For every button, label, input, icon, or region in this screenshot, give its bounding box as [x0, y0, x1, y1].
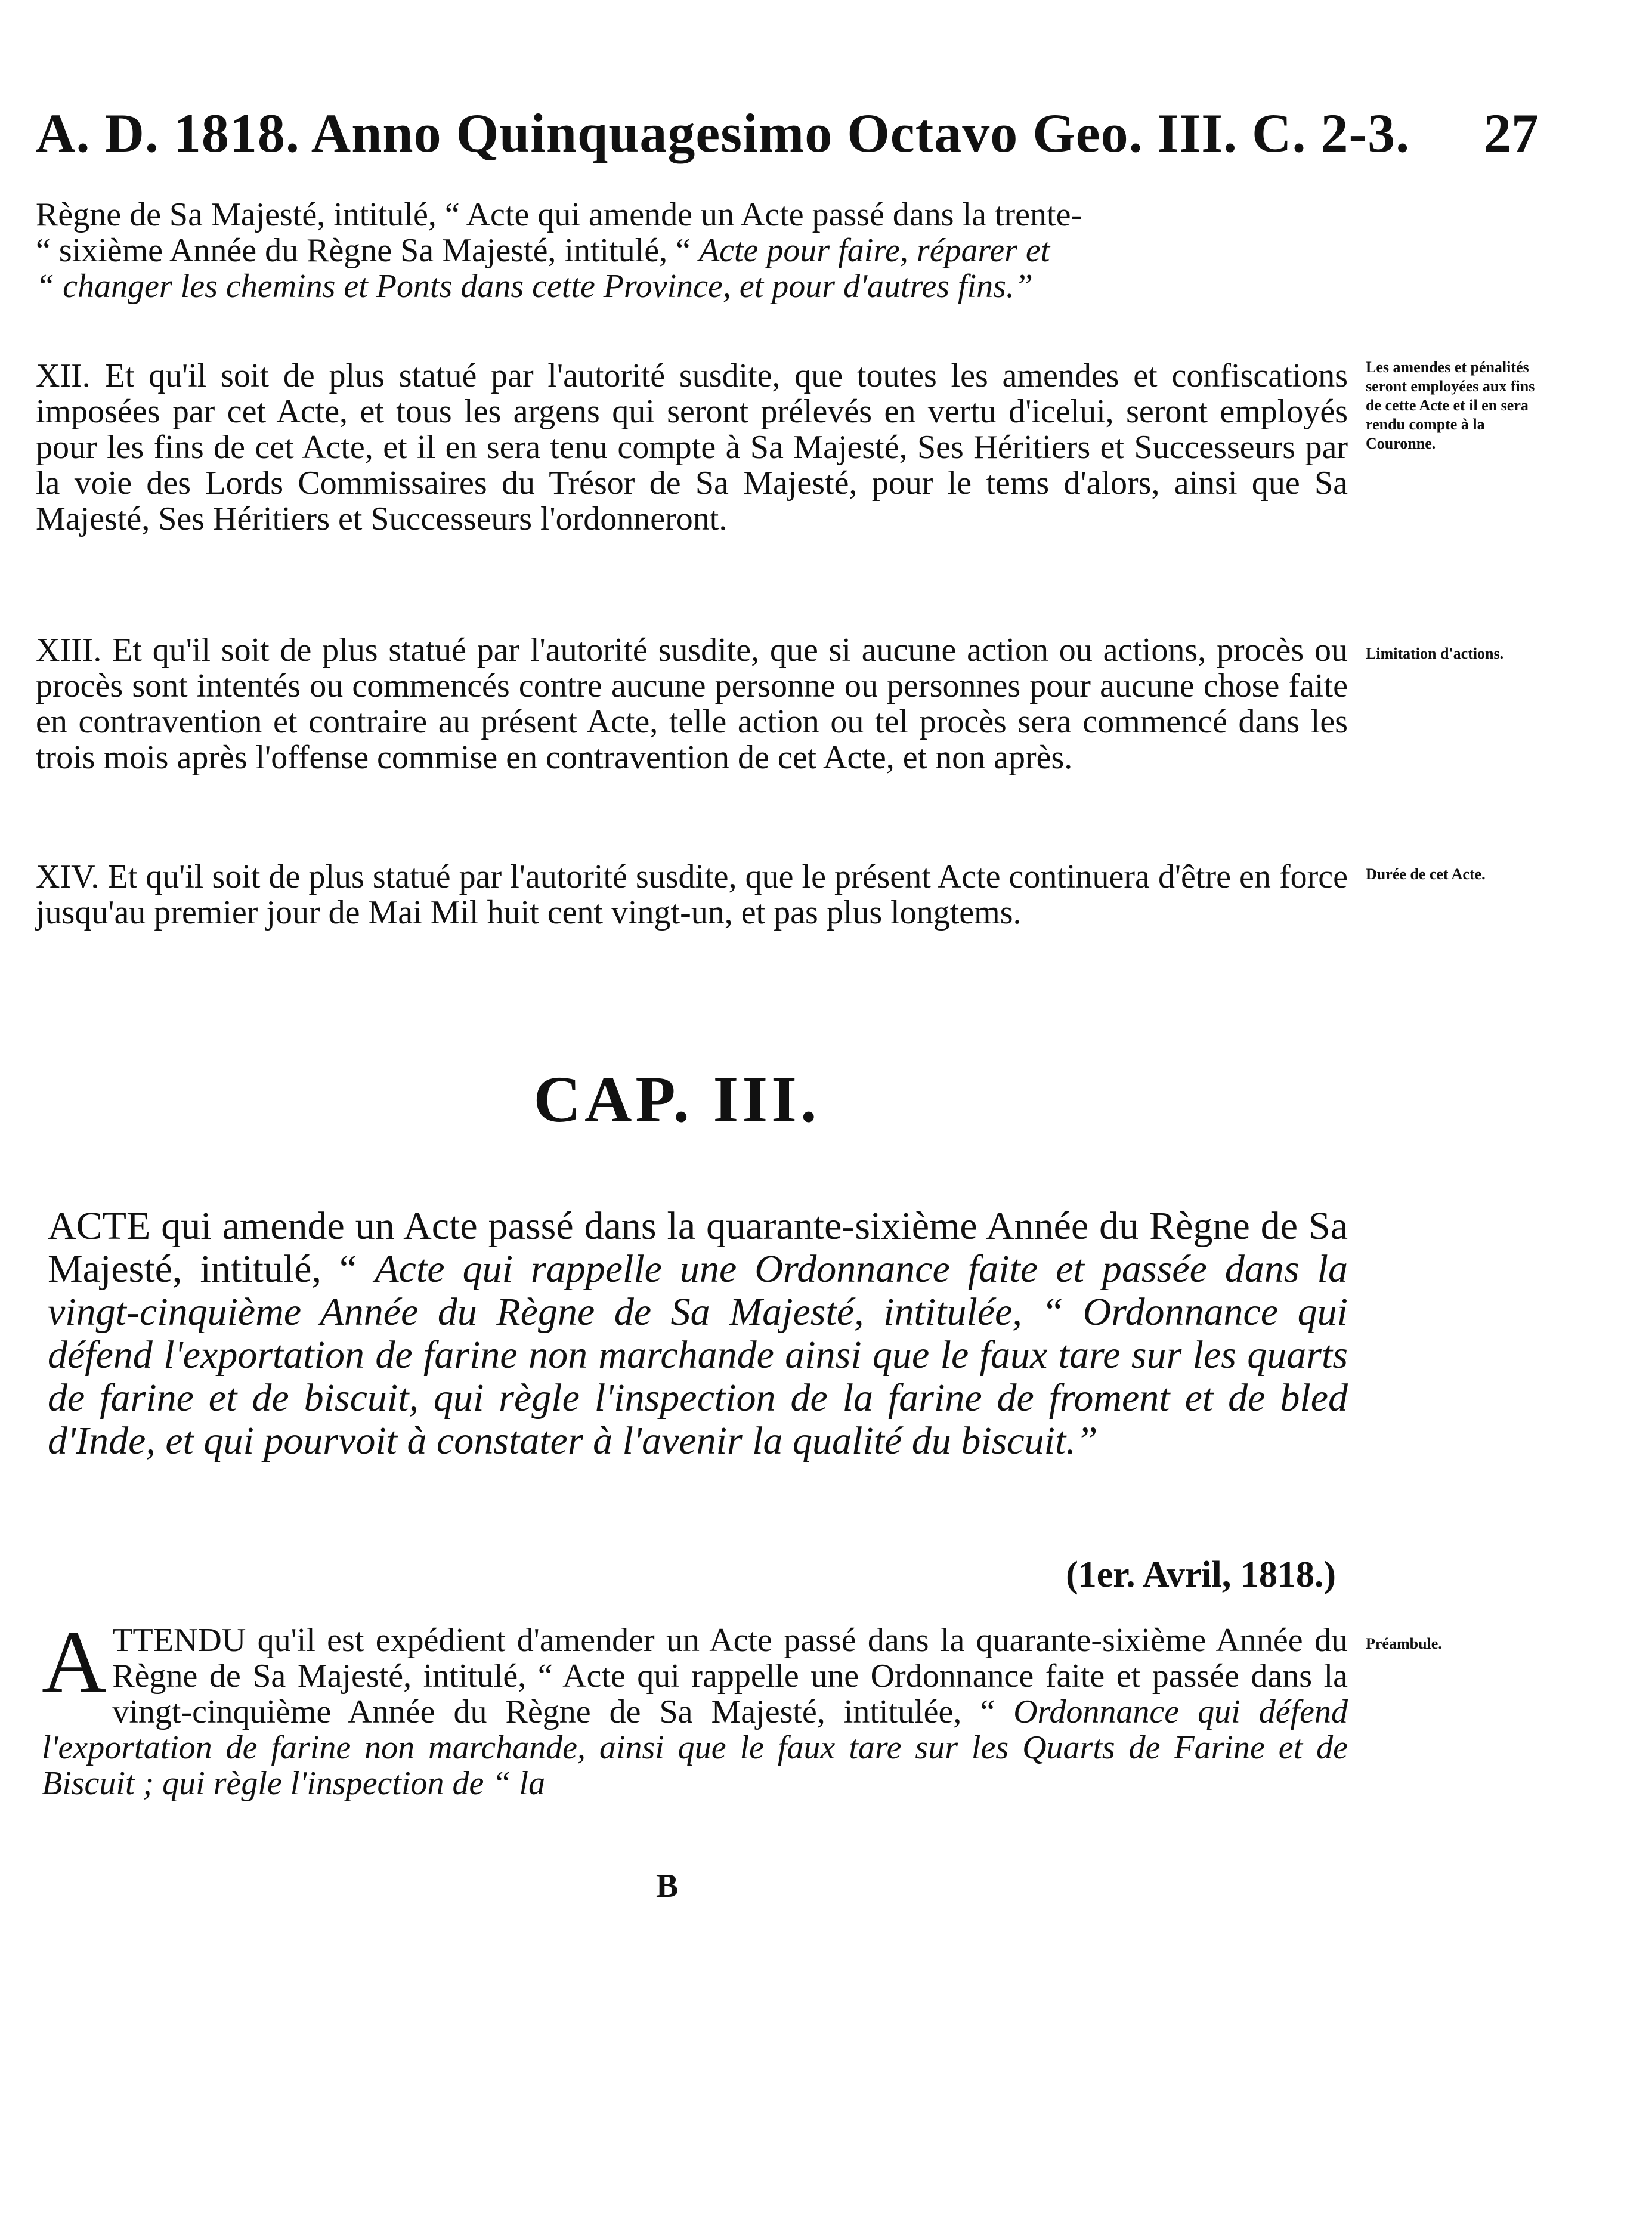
act-title — [48, 1205, 1348, 1463]
section-xiv-text: XIV. Et qu'il soit de plus statué par l'autorité susdite, que le présent Acte continuera d'être en force jusqu'au premier jour de Mai Mil huit cent vingt-un, et pas plus longtems. — [36, 858, 1348, 931]
intro-line-1: Règne de Sa Majesté, intitulé, “ Acte qui amende un Acte passé dans la trente- — [36, 196, 1082, 233]
section-xii-text: XII. Et qu'il soit de plus statué par l'autorité susdite, que toutes les amendes et confiscations imposées par cet Acte, et tous les argens qui seront prélevés en vertu d'icelui, seront employés pour les fins de cet Acte, et il en sera tenu compte à Sa Majesté, Ses Héritiers et Successeurs par la voie des Lords Commissaires du Trésor de Sa Majesté, pour le tems d'alors, ainsi que Sa Majesté, Ses Héritiers et Successeurs l'ordonneront. — [36, 357, 1348, 537]
intro-line-2-italic: Acte pour faire, réparer et — [698, 232, 1050, 269]
header-title: A. D. 1818. Anno Quinquagesimo Octavo Geo. III. C. 2-3. — [36, 103, 1410, 163]
margin-note-xiii: Limitation d'actions. — [1366, 645, 1504, 662]
page-number: 27 — [1484, 103, 1539, 163]
drop-cap: A — [42, 1612, 107, 1711]
act-title-text — [48, 1205, 1348, 1463]
margin-note-preamble: Préambule. — [1366, 1635, 1442, 1652]
margin-note-xii: Les amendes et pénalités seront employées aux fins de cette Acte et il en sera rendu compte à la Couronne. — [1366, 358, 1535, 452]
section-xii — [36, 358, 1348, 537]
running-header — [36, 101, 1539, 191]
section-xiii — [36, 632, 1348, 775]
act-date: (1er. Avril, 1818.) — [1066, 1554, 1336, 1595]
section-xiii-text: XIII. Et qu'il soit de plus statué par l'autorité susdite, que si aucune action ou actions, procès ou procès sont intentés ou commencés contre aucune personne ou personnes pour aucune chose faite en contravention et contraire au présent Acte, telle action ou tel procès sera commencé dans les trois mois après l'offense commise en contravention de cet Acte, et non après. — [36, 632, 1348, 776]
intro-line-3: “ changer les chemins et Ponts dans cette Province, et pour d'autres fins.” — [36, 268, 1034, 305]
margin-note-xiv: Durée de cet Acte. — [1366, 865, 1486, 883]
chapter-heading: CAP. III. — [533, 1063, 821, 1136]
preamble-text-italic: Ordonnance qui défend l'exportation de farine non marchande, ainsi que le faux tare sur les Quarts de Farine et de Biscuit ; qui règle l'inspection de “ la — [42, 1693, 1348, 1802]
act-title-italic: Acte qui rappelle une Ordonnance faite et passée dans la vingt-cinquième Année du Règne de Sa Majesté, intitulée, “ Ordonnance qui défend l'exportation de farine non marchande ainsi que le faux tare sur les quarts de farine et de biscuit, qui règle l'inspection de la farine de froment et de bled d'Inde, et qui pourvoit à constater à l'avenir la qualité du biscuit.” — [48, 1247, 1348, 1463]
intro-paragraph — [36, 197, 1348, 304]
intro-line-2 — [36, 233, 1348, 268]
act-title-lead: ACTE qui amende un Acte passé dans la quarante-sixième Année du Règne de Sa Majesté, intitulé, “ — [48, 1204, 1348, 1291]
preamble-paragraph — [42, 1612, 1348, 1802]
intro-line-2-roman: “ sixième Année du Règne Sa Majesté, intitulé, “ — [36, 232, 699, 269]
signature-mark: B — [656, 1868, 679, 1905]
section-xiv — [36, 859, 1348, 931]
preamble-text-roman: TTENDU qu'il est expédient d'amender un Acte passé dans la quarante-sixième Année du Règne de Sa Majesté, intitulé, “ Acte qui rappelle une Ordonnance faite et passée dans la vingt-cinquième Année du Règne de Sa Majesté, intitulée, “ — [112, 1622, 1348, 1730]
